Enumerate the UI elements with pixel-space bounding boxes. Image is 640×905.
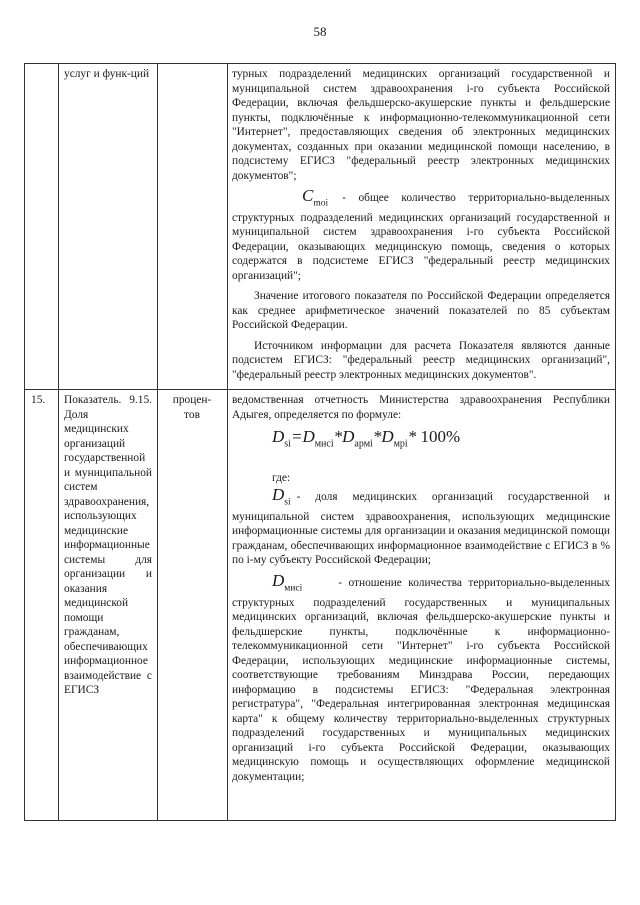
dsi-definition: $D_{si}$ - доля медицинских организаций государственной и муниципальной систем здравоохранения, использующих медицинские информационные системы для организации и оказания медицинской помощи гражданам, обеспечивающих информационное взаимодействие с ЕГИСЗ в % по i-му субъекту Российской Федерации; [232, 484, 610, 567]
table-top-border [24, 63, 616, 64]
row-b-name: Показатель. 9.15. Доля медицинских организаций государственной и муниципальной систем здравоохранения, использующих медицинские информационные системы для организации и оказания медицинской помощи гражданам, обеспечивающих информационное взаимодействие с ЕГИСЗ [64, 394, 152, 696]
row-b-number: 15. [31, 394, 46, 406]
row-b-description [232, 393, 610, 784]
row-a-paragraph-1: турных подразделений медицинских организаций государственной и муниципальной систем здравоохранения i-го субъекта Российской Федерации, включая фельдшерско-акушерские пункты и фельдшерские пункты, подключённые к информационно-телекоммуникационной сети "Интернет", предоставляющих сведения об электронных медицинских документах, созданных при оказании медицинской помощи населению, в подсистему ЕГИСЗ "федеральный реестр электронных медицинских документов"; [232, 68, 610, 182]
table-bottom-border [24, 820, 616, 821]
row-divider [24, 389, 616, 390]
col-divider-2 [157, 63, 158, 821]
table-right-border [615, 63, 616, 821]
row-a-cmo-definition: $C_{moi}$ - общее количество территориально-выделенных структурных подразделений медицинских организаций государственной и муниципальной систем здравоохранения i-го субъекта Российской Федерации, оказывающих медицинскую помощь, сведения о которых содержатся в подсистеме ЕГИСЗ "федеральный реестр медицинских организаций"; [232, 186, 610, 282]
row-a-source-note: Источником информации для расчета Показателя являются данные подсистем ЕГИСЗ: "федеральный реестр медицинских организаций", "федеральный реестр электронных медицинских документов". [232, 339, 610, 381]
row-b-unit: процен-тов [172, 394, 212, 421]
row-b-intro: ведомственная отчетность Министерства здравоохранения Республики Адыгея, определяется по формуле: [232, 394, 610, 421]
col-divider-1 [58, 63, 59, 821]
where-label: где: [272, 472, 291, 485]
dmis-definition: $D_{мисi}$ - отношение количества территориально-выделенных структурных подразделений государственных и муниципальных медицинских организаций, включая фельдшерско-акушерские пункты и фельдшерские пункты, подключённые к информационно-телекоммуникационной сети "Интернет" i-го субъекта Российской Федерации, использующих медицинские информационные системы, соответствующие требованиям Минздрава России, передающих информацию в подсистемы ЕГИСЗ: "Федеральная электронная регистратура", "Федеральная интегрированная электронная медицинская карта" к общему количеству территориально-выделенных структурных подразделений государственных и муниципальных медицинских организаций i-го субъекта Российской Федерации, оказывающих медицинскую помощь и осуществляющих оформление медицинской документации; [232, 570, 610, 783]
row-a-name: услуг и функ-ций [64, 68, 150, 80]
row-a-description [232, 67, 610, 382]
formula: $D_{si}=D_{мисi}*D_{армi}*D_{мрi}*$ 100% [272, 427, 461, 450]
row-a-average-note: Значение итогового показателя по Российской Федерации определяется как среднее арифметическое значений показателей по 85 субъектам Российской Федерации. [232, 290, 610, 332]
col-divider-3 [227, 63, 228, 821]
page-number: 58 [313, 24, 327, 39]
table-left-border [24, 63, 25, 821]
dmis-symbol: $D_{мисi}$ [272, 570, 303, 594]
cmo-symbol: $C_{moi}$ [302, 186, 329, 209]
dsi-symbol: $D_{si}$ [272, 484, 291, 508]
